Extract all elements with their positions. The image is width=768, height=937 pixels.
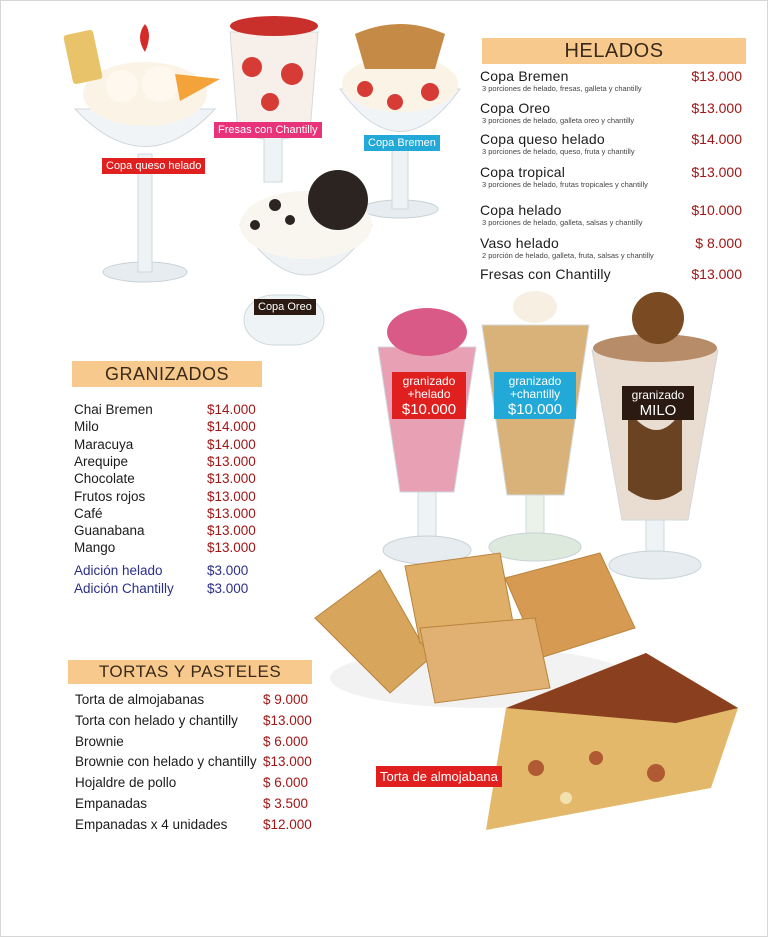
tortas-item-price: $13.000	[263, 712, 312, 728]
granizados-item-price: $13.000	[207, 488, 256, 504]
tortas-item	[75, 713, 330, 733]
g1-price: $10.000	[401, 401, 457, 418]
granizados-item-name: Maracuya	[74, 436, 134, 452]
granizados-item	[74, 506, 274, 523]
granizados-item-name: Guanabana	[74, 523, 145, 539]
helados-item-description: 3 porciones de helado, queso, fruta y chantilly	[482, 147, 635, 156]
g3-line1: granizado	[631, 388, 685, 402]
tortas-item	[75, 692, 330, 712]
granizados-item-name: Chai Bremen	[74, 402, 153, 417]
tortas-item-price: $ 9.000	[263, 692, 309, 707]
torta-label: Torta de almojabana	[376, 766, 502, 787]
granizados-item	[74, 437, 274, 454]
oreo-photo	[230, 165, 382, 355]
helados-item-name: Copa Bremen	[480, 68, 569, 84]
helados-item	[480, 266, 746, 296]
tortas-item-price: $13.000	[263, 754, 312, 770]
granizados-item	[74, 523, 274, 540]
g2-line1: granizado	[508, 374, 562, 388]
tortas-item	[75, 734, 330, 754]
granizados-heading: GRANIZADOS	[72, 361, 262, 387]
helados-item	[480, 202, 746, 232]
granizados-item-name: Frutos rojos	[74, 488, 146, 504]
helados-item-name: Fresas con Chantilly	[480, 266, 611, 282]
tortas-item-name: Brownie	[75, 733, 124, 749]
tortas-item-name: Brownie con helado y chantilly	[75, 754, 257, 770]
tortas-item-price: $12.000	[263, 816, 312, 832]
granizado-milo-photo	[588, 290, 722, 590]
g1-line1: granizado	[402, 374, 456, 388]
copa-queso-photo	[60, 14, 230, 289]
tortas-item	[75, 754, 330, 774]
helados-item-price: $13.000	[691, 68, 742, 84]
granizados-item-price: $14.000	[207, 436, 256, 452]
granizado-chantilly-photo	[478, 285, 593, 570]
helados-heading: HELADOS	[482, 38, 746, 64]
helados-item-name: Copa Oreo	[480, 100, 551, 116]
granizados-item-name: Chocolate	[74, 471, 135, 487]
fresas-photo	[222, 12, 326, 187]
tortas-heading: TORTAS Y PASTELES	[68, 660, 312, 684]
granizados-item-price: $14.000	[207, 402, 256, 417]
granizados-addition-name: Adición helado	[74, 563, 163, 578]
granizados-addition	[74, 581, 274, 598]
tortas-item-price: $ 6.000	[263, 775, 309, 791]
helados-item	[480, 100, 746, 130]
g2-price: $10.000	[507, 401, 563, 418]
helados-item-price: $ 8.000	[695, 235, 742, 251]
g1-line2: +helado	[407, 387, 451, 401]
helados-item-description: 3 porciones de helado, frutas tropicales y chantilly	[482, 180, 648, 189]
g3-line2: MILO	[639, 402, 677, 419]
tortas-item	[75, 817, 330, 837]
helados-item-description: 3 porciones de helado, galleta oreo y chantilly	[482, 116, 635, 125]
torta-almojabana-photo	[476, 648, 741, 833]
granizados-item-name: Mango	[74, 540, 116, 556]
copa-queso-label: Copa queso helado	[102, 158, 205, 174]
g2-line2: +chantilly	[509, 387, 561, 401]
helados-item-price: $13.000	[691, 164, 742, 180]
helados-item-description: 3 porciones de helado, galleta, salsas y chantilly	[482, 218, 643, 227]
helados-item	[480, 131, 746, 161]
oreo-label: Copa Oreo	[254, 299, 316, 315]
granizados-item	[74, 489, 274, 506]
granizados-addition-price: $3.000	[207, 580, 249, 596]
granizados-addition-name: Adición Chantilly	[74, 580, 174, 596]
tortas-item-price: $ 3.500	[263, 796, 309, 811]
helados-item-description: 3 porciones de helado, fresas, galleta y chantilly	[482, 84, 642, 93]
helados-item-price: $13.000	[691, 266, 742, 282]
granizados-item	[74, 402, 274, 419]
helados-item	[480, 164, 746, 194]
helados-item-name: Copa tropical	[480, 164, 566, 180]
granizados-item	[74, 454, 274, 471]
granizado-helado-label	[392, 372, 466, 419]
helados-item	[480, 235, 746, 265]
helados-item	[480, 68, 746, 98]
granizados-item-price: $13.000	[207, 505, 256, 521]
helados-item-price: $13.000	[691, 100, 742, 116]
granizados-item	[74, 471, 274, 488]
tortas-item	[75, 775, 330, 795]
granizados-item-price: $13.000	[207, 523, 256, 539]
tortas-item-name: Empanadas x 4 unidades	[75, 816, 228, 832]
tortas-item	[75, 796, 330, 816]
helados-item-name: Vaso helado	[480, 235, 560, 251]
tortas-item-name: Torta con helado y chantilly	[75, 712, 238, 728]
helados-item-name: Copa helado	[480, 202, 562, 218]
fresas-label: Fresas con Chantilly	[214, 122, 322, 138]
helados-item-description: 2 porción de helado, galleta, fruta, salsas y chantilly	[482, 251, 654, 260]
granizado-chantilly-label	[494, 372, 576, 419]
granizado-helado-photo	[374, 292, 480, 572]
tortas-item-name: Torta de almojabanas	[75, 692, 205, 707]
granizados-item-price: $14.000	[207, 419, 256, 435]
tortas-item-price: $ 6.000	[263, 733, 309, 749]
granizados-item-price: $13.000	[207, 471, 256, 487]
granizados-item-name: Café	[74, 505, 103, 521]
granizados-item	[74, 419, 274, 436]
granizados-addition-price: $3.000	[207, 563, 249, 578]
granizados-item	[74, 540, 274, 557]
granizados-item-price: $13.000	[207, 453, 256, 469]
granizado-milo-label	[622, 386, 694, 420]
granizados-item-name: Milo	[74, 419, 99, 435]
tortas-item-name: Empanadas	[75, 796, 148, 811]
granizados-item-name: Arequipe	[74, 453, 129, 469]
granizados-item-price: $13.000	[207, 540, 256, 556]
bremen-label: Copa Bremen	[364, 135, 440, 151]
helados-item-name: Copa queso helado	[480, 131, 605, 147]
helados-item-price: $14.000	[691, 131, 742, 147]
tortas-item-name: Hojaldre de pollo	[75, 775, 177, 791]
granizados-addition	[74, 563, 274, 580]
helados-item-price: $10.000	[691, 202, 742, 218]
